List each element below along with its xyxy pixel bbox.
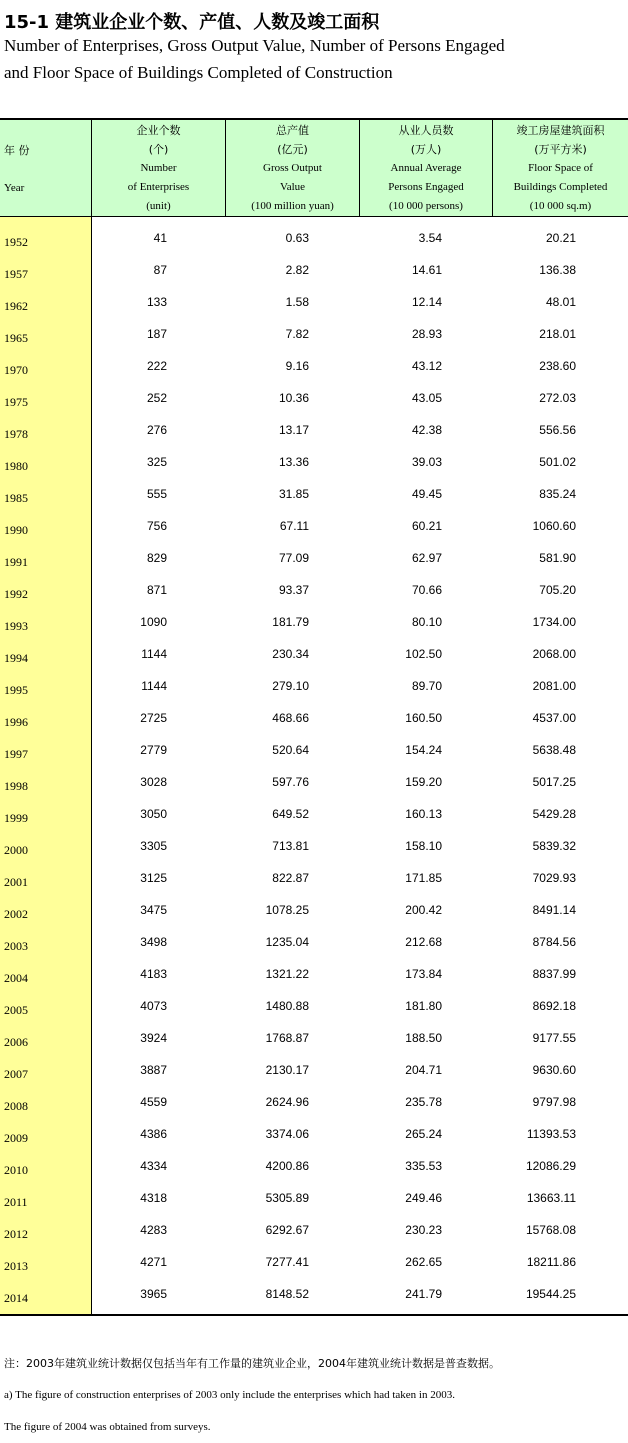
cell-year: 1980 [4, 459, 28, 473]
table-row [0, 313, 628, 345]
cell-output: 4200.86 [265, 1159, 309, 1173]
header-year [0, 120, 91, 216]
cell-output: 2130.17 [265, 1063, 309, 1077]
cell-output: 3374.06 [265, 1127, 309, 1141]
cell-enterprises: 4183 [140, 967, 167, 981]
cell-output: 230.34 [272, 647, 309, 661]
cell-floor-space: 20.21 [545, 231, 576, 245]
cell-output: 7.82 [285, 327, 309, 341]
cell-year: 1997 [4, 747, 28, 761]
cell-enterprises: 829 [146, 551, 167, 565]
cell-output: 67.11 [279, 519, 309, 533]
cell-year: 2005 [4, 1003, 28, 1017]
cell-output: 10.36 [278, 391, 309, 405]
cell-year: 1952 [4, 235, 28, 249]
cell-floor-space: 18211.86 [526, 1255, 576, 1269]
header-en1: Annual Average [390, 162, 462, 174]
cell-persons: 80.10 [411, 615, 442, 629]
cell-persons: 188.50 [405, 1031, 442, 1045]
cell-enterprises: 87 [153, 263, 167, 277]
cell-output: 5305.89 [265, 1191, 309, 1205]
cell-persons: 3.54 [418, 231, 442, 245]
cell-persons: 265.24 [405, 1127, 442, 1141]
cell-floor-space: 11393.53 [526, 1127, 576, 1141]
cell-enterprises: 222 [146, 359, 167, 373]
table-row [0, 409, 628, 441]
table-row [0, 1177, 628, 1209]
header-cn: 企业个数 [136, 124, 181, 137]
cell-floor-space: 9630.60 [532, 1063, 576, 1077]
cell-output: 13.36 [278, 455, 309, 469]
cell-enterprises: 756 [146, 519, 167, 533]
cell-persons: 102.50 [405, 647, 442, 661]
cell-enterprises: 3887 [140, 1063, 167, 1077]
cell-year: 2011 [4, 1195, 28, 1209]
cell-output: 822.87 [272, 871, 309, 885]
header-unit-cn: (亿元) [277, 143, 308, 156]
cell-floor-space: 9177.55 [532, 1031, 576, 1045]
table-row [0, 729, 628, 761]
cell-output: 9.16 [285, 359, 309, 373]
cell-persons: 70.66 [411, 583, 442, 597]
cell-year: 2001 [4, 875, 28, 889]
cell-year: 1994 [4, 651, 28, 665]
cell-year: 2010 [4, 1163, 28, 1177]
cell-enterprises: 1144 [141, 679, 167, 693]
cell-year: 2013 [4, 1259, 28, 1273]
cell-year: 2008 [4, 1099, 28, 1113]
header-year-en: Year [4, 182, 25, 194]
cell-output: 1480.88 [265, 999, 309, 1013]
cell-persons: 200.42 [405, 903, 442, 917]
cell-persons: 173.84 [405, 967, 442, 981]
cell-output: 520.64 [272, 743, 309, 757]
cell-floor-space: 2068.00 [532, 647, 576, 661]
header-year-cn: 年 份 [4, 144, 30, 157]
cell-output: 6292.67 [265, 1223, 309, 1237]
cell-floor-space: 705.20 [539, 583, 576, 597]
cell-enterprises: 133 [146, 295, 167, 309]
cell-output: 2624.96 [265, 1095, 309, 1109]
table-row [0, 953, 628, 985]
cell-persons: 39.03 [411, 455, 442, 469]
cell-output: 31.85 [278, 487, 309, 501]
cell-output: 2.82 [285, 263, 309, 277]
cell-floor-space: 272.03 [539, 391, 576, 405]
cell-output: 649.52 [272, 807, 309, 821]
table-row [0, 793, 628, 825]
cell-output: 1768.87 [265, 1031, 309, 1045]
table-row [0, 1113, 628, 1145]
table-row [0, 633, 628, 665]
cell-output: 1321.22 [265, 967, 309, 981]
header-en2: of Enterprises [127, 181, 190, 193]
cell-persons: 212.68 [405, 935, 442, 949]
cell-enterprises: 4283 [140, 1223, 167, 1237]
cell-year: 2000 [4, 843, 28, 857]
cell-year: 1965 [4, 331, 28, 345]
cell-year: 1990 [4, 523, 28, 537]
header-cn: 竣工房屋建筑面积 [516, 124, 605, 137]
cell-output: 7277.41 [265, 1255, 309, 1269]
table-row [0, 697, 628, 729]
cell-enterprises: 3050 [140, 807, 167, 821]
cell-persons: 159.20 [405, 775, 442, 789]
cell-floor-space: 5429.28 [532, 807, 576, 821]
cell-year: 2012 [4, 1227, 28, 1241]
cell-enterprises: 3475 [140, 903, 167, 917]
table-row [0, 665, 628, 697]
cell-enterprises: 3965 [140, 1287, 167, 1301]
cell-persons: 43.12 [411, 359, 442, 373]
header-divider [225, 120, 226, 216]
cell-year: 2006 [4, 1035, 28, 1049]
cell-persons: 335.53 [405, 1159, 442, 1173]
cell-enterprises: 4318 [140, 1191, 167, 1205]
cell-year: 2003 [4, 939, 28, 953]
cell-enterprises: 555 [146, 487, 167, 501]
header-en2: Persons Engaged [388, 181, 464, 193]
cell-persons: 154.24 [405, 743, 442, 757]
table-row [0, 505, 628, 537]
table-row [0, 1049, 628, 1081]
cell-year: 1992 [4, 587, 28, 601]
cell-year: 1996 [4, 715, 28, 729]
table-row [0, 1273, 628, 1305]
header-unit-cn: (万人) [410, 143, 442, 156]
header-en1: Number [140, 162, 177, 174]
cell-floor-space: 238.60 [539, 359, 576, 373]
cell-floor-space: 218.01 [539, 327, 576, 341]
cell-enterprises: 2779 [140, 743, 167, 757]
cell-enterprises: 276 [146, 423, 167, 437]
header-output [226, 120, 359, 216]
cell-floor-space: 5638.48 [532, 743, 576, 757]
header-unit-en: (10 000 persons) [389, 200, 463, 212]
cell-floor-space: 12086.29 [525, 1159, 576, 1173]
cell-floor-space: 1060.60 [532, 519, 576, 533]
cell-floor-space: 581.90 [539, 551, 576, 565]
cell-year: 2004 [4, 971, 28, 985]
header-cn: 总产值 [276, 124, 309, 137]
cell-persons: 160.13 [405, 807, 442, 821]
cell-floor-space: 5839.32 [532, 839, 576, 853]
header-en1: Floor Space of [528, 162, 593, 174]
cell-persons: 158.10 [405, 839, 442, 853]
cell-enterprises: 1090 [140, 615, 167, 629]
cell-floor-space: 136.38 [539, 263, 576, 277]
table-row [0, 1209, 628, 1241]
cell-year: 1995 [4, 683, 28, 697]
cell-persons: 181.80 [405, 999, 442, 1013]
cell-persons: 28.93 [411, 327, 442, 341]
cell-persons: 49.45 [411, 487, 442, 501]
cell-enterprises: 4334 [140, 1159, 167, 1173]
cell-floor-space: 9797.98 [532, 1095, 576, 1109]
cell-enterprises: 871 [146, 583, 167, 597]
table-header [0, 118, 628, 217]
cell-year: 1962 [4, 299, 28, 313]
table-title-cn: 15-1 建筑业企业个数、产值、人数及竣工面积 [4, 12, 380, 33]
cell-enterprises: 3028 [140, 775, 167, 789]
cell-persons: 12.14 [411, 295, 442, 309]
cell-enterprises: 3125 [140, 871, 167, 885]
cell-persons: 235.78 [405, 1095, 442, 1109]
cell-floor-space: 15768.08 [525, 1223, 576, 1237]
table-row [0, 217, 628, 249]
cell-persons: 262.65 [405, 1255, 442, 1269]
header-floor-space [493, 120, 628, 216]
cell-enterprises: 187 [146, 327, 167, 341]
table-row [0, 1145, 628, 1177]
note-en-line1: a) The figure of construction enterprises of 2003 only include the enterprises which had taken in 2003. [4, 1389, 455, 1401]
cell-output: 713.81 [272, 839, 309, 853]
header-enterprises [92, 120, 225, 216]
cell-year: 2014 [4, 1291, 28, 1305]
cell-floor-space: 7029.93 [532, 871, 576, 885]
table-row [0, 1017, 628, 1049]
table-row [0, 761, 628, 793]
header-divider [91, 120, 92, 216]
table-title-en-line2: and Floor Space of Buildings Completed of Construction [4, 63, 393, 82]
cell-floor-space: 8784.56 [532, 935, 576, 949]
header-en2: Buildings Completed [513, 181, 608, 193]
table-row [0, 537, 628, 569]
cell-persons: 230.23 [405, 1223, 442, 1237]
header-unit-cn: (万平方米) [534, 143, 587, 156]
table-row [0, 985, 628, 1017]
cell-enterprises: 3924 [140, 1031, 167, 1045]
table-body [0, 217, 628, 1316]
table-row [0, 601, 628, 633]
table-row [0, 377, 628, 409]
cell-persons: 14.61 [411, 263, 442, 277]
cell-output: 8148.52 [265, 1287, 309, 1301]
table-row [0, 825, 628, 857]
table-row [0, 249, 628, 281]
table-row [0, 1081, 628, 1113]
cell-floor-space: 501.02 [539, 455, 576, 469]
cell-year: 1985 [4, 491, 28, 505]
cell-enterprises: 4386 [140, 1127, 167, 1141]
cell-floor-space: 8692.18 [532, 999, 576, 1013]
cell-year: 2002 [4, 907, 28, 921]
cell-enterprises: 4073 [140, 999, 167, 1013]
cell-enterprises: 3498 [140, 935, 167, 949]
cell-output: 1078.25 [265, 903, 309, 917]
cell-output: 0.63 [285, 231, 309, 245]
cell-floor-space: 48.01 [545, 295, 576, 309]
cell-floor-space: 8491.14 [532, 903, 576, 917]
header-cn: 从业人员数 [398, 124, 454, 137]
header-divider [359, 120, 360, 216]
cell-persons: 241.79 [405, 1287, 442, 1301]
table-row [0, 889, 628, 921]
cell-floor-space: 19544.25 [525, 1287, 576, 1301]
header-unit-en: (unit) [146, 200, 171, 212]
cell-output: 93.37 [278, 583, 309, 597]
cell-year: 2009 [4, 1131, 28, 1145]
cell-year: 1957 [4, 267, 28, 281]
cell-floor-space: 1734.00 [532, 615, 576, 629]
cell-enterprises: 252 [146, 391, 167, 405]
cell-enterprises: 1144 [141, 647, 167, 661]
cell-enterprises: 41 [153, 231, 167, 245]
cell-floor-space: 5017.25 [532, 775, 576, 789]
cell-enterprises: 2725 [140, 711, 167, 725]
cell-persons: 160.50 [405, 711, 442, 725]
cell-year: 1978 [4, 427, 28, 441]
cell-floor-space: 13663.11 [526, 1191, 576, 1205]
table-row [0, 281, 628, 313]
cell-year: 1998 [4, 779, 28, 793]
table-row [0, 857, 628, 889]
cell-enterprises: 3305 [140, 839, 167, 853]
note-en-line2: The figure of 2004 was obtained from surveys. [4, 1421, 211, 1433]
cell-year: 1999 [4, 811, 28, 825]
table-title-en-line1: Number of Enterprises, Gross Output Value, Number of Persons Engaged [4, 36, 505, 55]
cell-output: 181.79 [272, 615, 309, 629]
header-divider [492, 120, 493, 216]
cell-floor-space: 2081.00 [532, 679, 576, 693]
cell-floor-space: 4537.00 [532, 711, 576, 725]
cell-enterprises: 4271 [140, 1255, 167, 1269]
table-row [0, 1241, 628, 1273]
cell-output: 1.58 [285, 295, 309, 309]
cell-year: 1993 [4, 619, 28, 633]
cell-output: 279.10 [272, 679, 309, 693]
cell-persons: 171.85 [405, 871, 442, 885]
cell-persons: 42.38 [411, 423, 442, 437]
header-unit-en: (100 million yuan) [251, 200, 334, 212]
cell-year: 1970 [4, 363, 28, 377]
cell-enterprises: 325 [146, 455, 167, 469]
cell-year: 1975 [4, 395, 28, 409]
cell-output: 77.09 [278, 551, 309, 565]
header-unit-cn: (个) [148, 143, 169, 156]
cell-floor-space: 556.56 [539, 423, 576, 437]
cell-year: 1991 [4, 555, 28, 569]
cell-output: 468.66 [272, 711, 309, 725]
cell-output: 1235.04 [265, 935, 309, 949]
table-row [0, 473, 628, 505]
cell-floor-space: 8837.99 [532, 967, 576, 981]
header-en1: Gross Output [263, 162, 322, 174]
note-cn: 注：2003年建筑业统计数据仅包括当年有工作量的建筑业企业，2004年建筑业统计数据是普查数据。 [4, 1357, 500, 1370]
cell-persons: 249.46 [405, 1191, 442, 1205]
cell-floor-space: 835.24 [539, 487, 576, 501]
table-row [0, 921, 628, 953]
header-unit-en: (10 000 sq.m) [529, 200, 592, 212]
header-persons [360, 120, 492, 216]
table-row [0, 569, 628, 601]
header-en2: Value [279, 181, 306, 193]
table-row [0, 345, 628, 377]
table-row [0, 441, 628, 473]
cell-persons: 204.71 [405, 1063, 442, 1077]
cell-output: 13.17 [278, 423, 309, 437]
cell-persons: 62.97 [411, 551, 442, 565]
data-table [0, 118, 628, 1316]
cell-persons: 43.05 [411, 391, 442, 405]
cell-enterprises: 4559 [140, 1095, 167, 1109]
cell-output: 597.76 [272, 775, 309, 789]
cell-year: 2007 [4, 1067, 28, 1081]
cell-persons: 60.21 [411, 519, 442, 533]
cell-persons: 89.70 [411, 679, 442, 693]
